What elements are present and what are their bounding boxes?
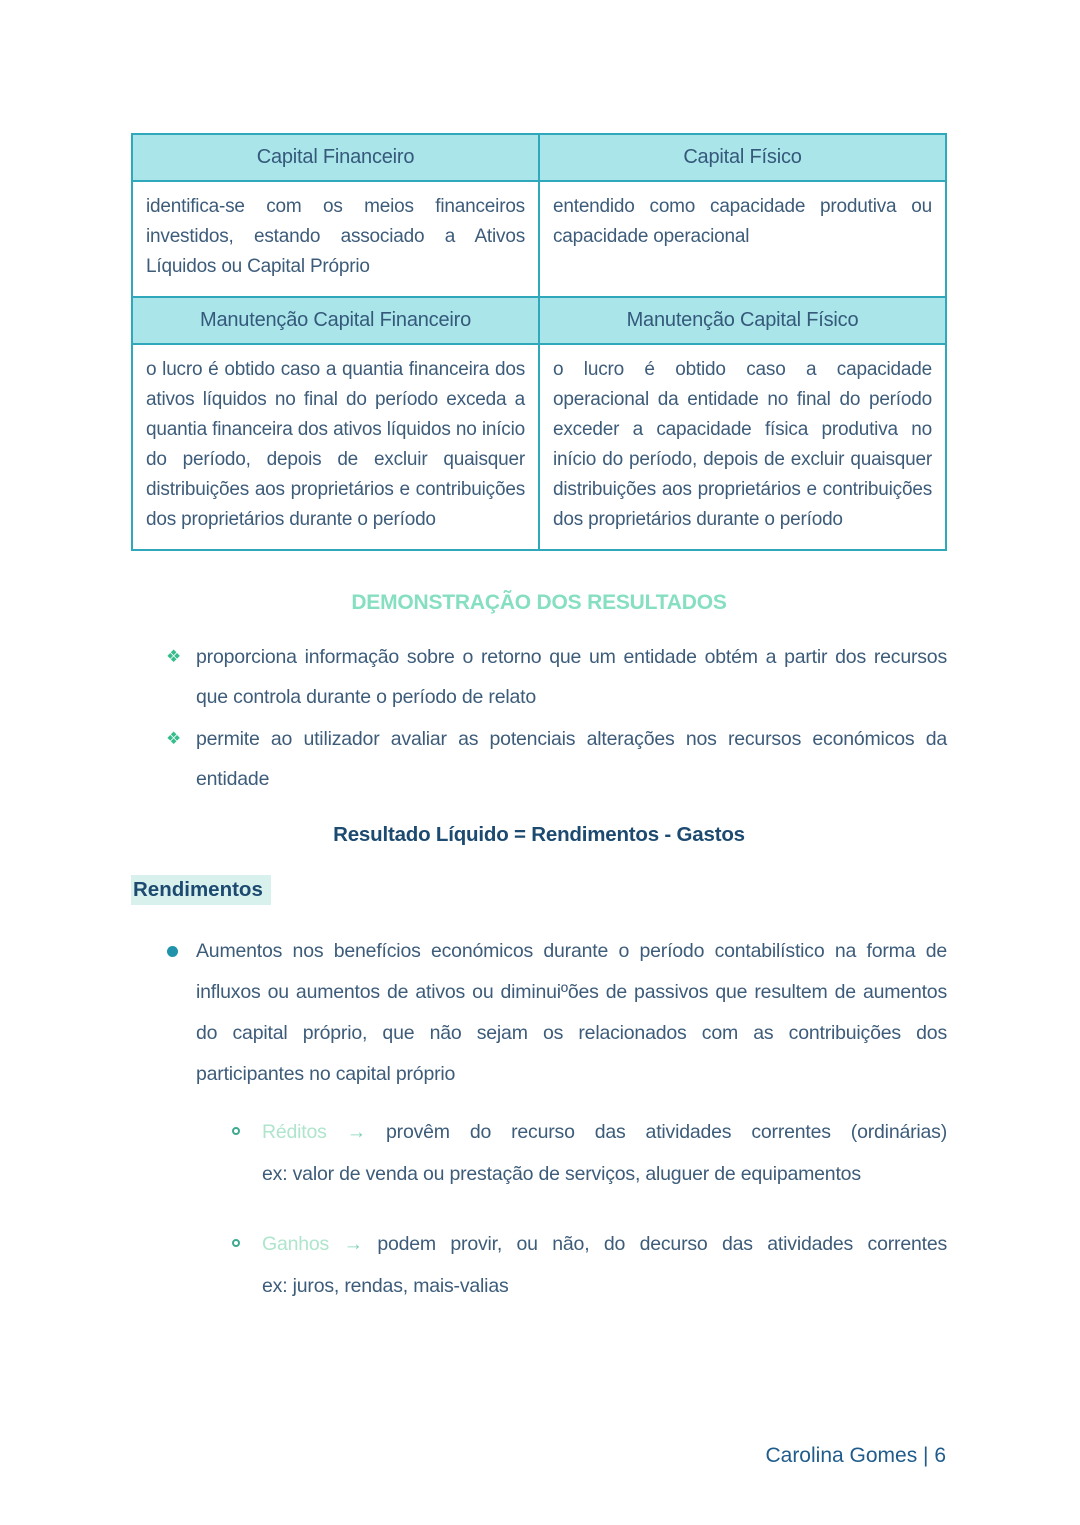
sub-item-definition [262, 1223, 947, 1265]
table-header-manutencao-fisico: Manutenção Capital Físico [539, 297, 946, 344]
table-row [132, 181, 946, 297]
list-item-reditos [131, 1111, 947, 1195]
table-header-manutencao-financeiro: Manutenção Capital Financeiro [132, 297, 539, 344]
list-item-text: permite ao utilizador avaliar as potenciais alterações nos recursos económicos da entidade [196, 728, 947, 790]
table-header-row [132, 297, 946, 344]
table-header-capital-fisico: Capital Físico [539, 134, 946, 181]
sub-item-list [131, 1111, 947, 1307]
term-description: podem provir, ou não, do decurso das atividades correntes [377, 1233, 948, 1255]
hollow-circle-bullet-icon [232, 1239, 240, 1247]
rendimentos-heading [131, 875, 947, 905]
arrow-icon: → [343, 1233, 363, 1255]
page-footer: Carolina Gomes | 6 [765, 1444, 946, 1467]
table-cell-manutencao-financeiro-def: o lucro é obtido caso a quantia financeira dos ativos líquidos no final do período exceda a quantia financeira dos ativos líquidos no início do período, depois de excluir quaisquer distribuições aos proprietários e contribuições dos proprietários durante o período [132, 344, 539, 550]
hollow-circle-bullet-icon [232, 1127, 240, 1135]
table-cell-capital-financeiro-def: identifica-se com os meios financeiros investidos, estando associado a Ativos Líquidos ou Capital Próprio [132, 181, 539, 297]
sub-item-definition [262, 1111, 947, 1153]
term-label: Réditos [262, 1121, 327, 1143]
arrow-icon: → [346, 1121, 367, 1143]
diamond-bullet-icon: ❖ [166, 729, 182, 748]
list-item-ganhos [131, 1223, 947, 1307]
section-title: DEMONSTRAÇÃO DOS RESULTADOS [351, 591, 727, 614]
list-item-text: proporciona informação sobre o retorno que um entidade obtém a partir dos recursos que controla durante o período de relato [196, 646, 947, 708]
circle-bullet-icon [167, 946, 178, 957]
term-description: provêm do recurso das atividades correntes (ordinárias) [386, 1121, 948, 1143]
table-cell-manutencao-fisico-def: o lucro é obtido caso a capacidade operacional da entidade no final do período exceder a capacidade física produtiva no início do período, depois de excluir quaisquer distribuições aos proprietários e contribuições dos proprietários durante o período [539, 344, 946, 550]
table-cell-capital-fisico-def: entendido como capacidade produtiva ou capacidade operacional [539, 181, 946, 297]
example-text: ex: valor de venda ou prestação de serviços, aluguer de equipamentos [262, 1163, 861, 1185]
table-header-capital-financeiro: Capital Financeiro [132, 134, 539, 181]
example-text: ex: juros, rendas, mais-valias [262, 1275, 509, 1297]
capital-comparison-table [131, 133, 947, 551]
table-header-row [132, 134, 946, 181]
highlighted-heading-text: Rendimentos [131, 875, 271, 905]
term-label: Ganhos [262, 1233, 330, 1255]
diamond-bullet-icon: ❖ [166, 647, 182, 666]
list-item [131, 637, 947, 717]
list-item [131, 931, 947, 1095]
list-item [131, 719, 947, 799]
list-item-text: Aumentos nos benefícios económicos durante o período contabilístico na forma de influxos ou aumentos de ativos ou diminuiºões de passivos que resultem de aumentos do capital próprio, que não sejam os relacionados com as contribuições dos participantes no capital próprio [196, 940, 947, 1085]
page-content [131, 0, 947, 1307]
diamond-bullet-list [131, 637, 947, 799]
table-row [132, 344, 946, 550]
formula-line: Resultado Líquido = Rendimentos - Gastos [333, 823, 745, 846]
